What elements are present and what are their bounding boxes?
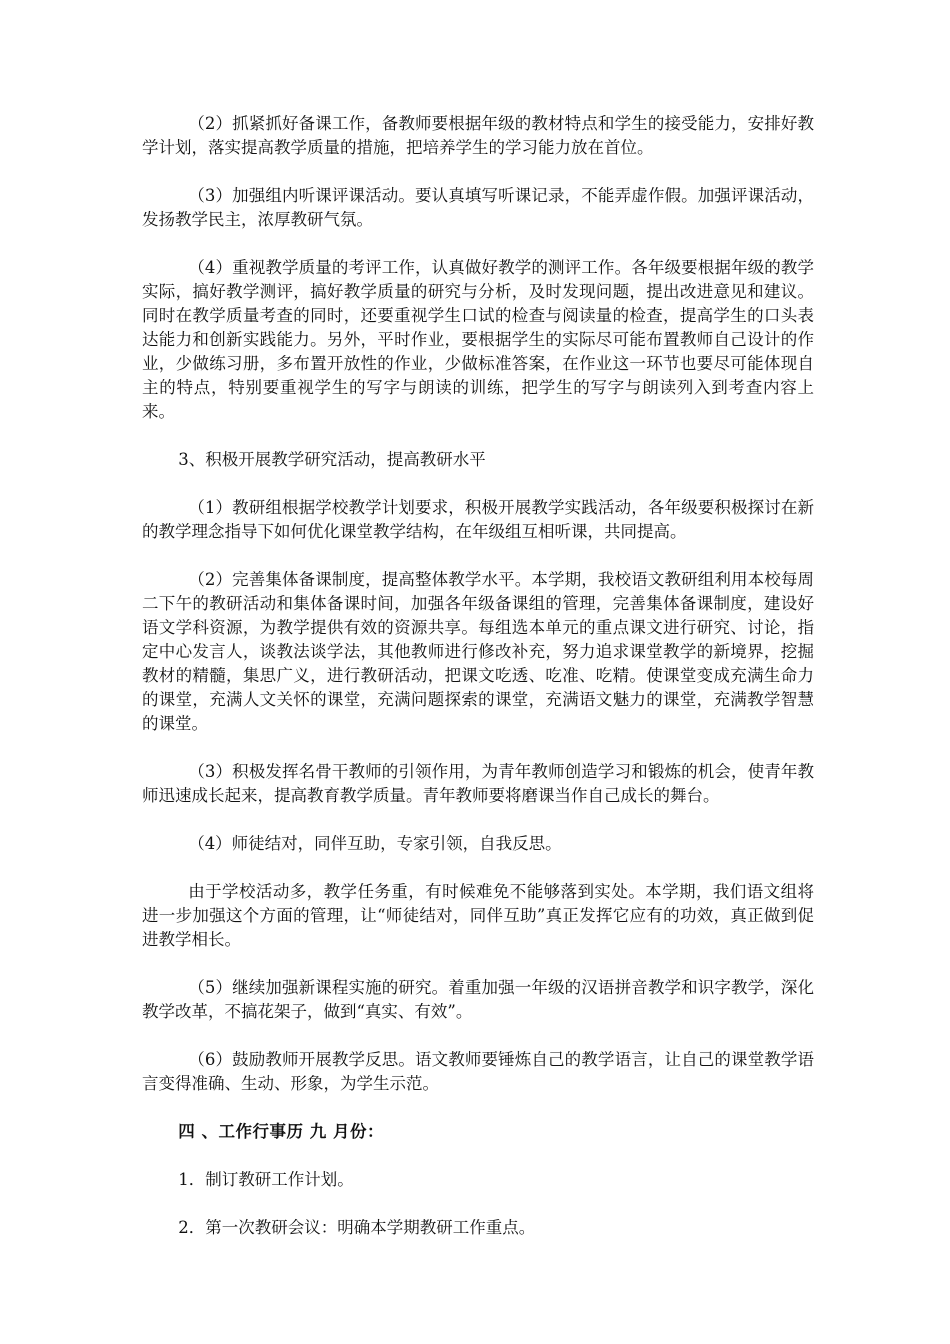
paragraph-new-curriculum: （5）继续加强新课程实施的研究。着重加强一年级的汉语拼音教学和识字教学，深化教学改革，不搞花架子，做到“真实、有效”。 [142,978,814,1021]
paragraph-mentorship: （4）师徒结对，同伴互助，专家引领，自我反思。 [188,834,562,853]
paragraph-teaching-reflection: （6）鼓励教师开展教学反思。语文教师要锤炼自己的教学语言，让自己的课堂教学语言变得准确、生动、形象，为学生示范。 [142,1050,814,1093]
paragraph-quality-evaluation: （4）重视教学质量的考评工作，认真做好教学的测评工作。各年级要根据年级的教学实际，搞好教学测评，搞好教学质量的研究与分析，及时发现问题，提出改进意见和建议。同时在教学质量考查的同时，还要重视学生口试的检查与阅读量的检查，提高学生的口头表达能力和创新实践能力。另外，平时作业，要根据学生的实际尽可能布置教师自己设计的作业，少做练习册，多布置开放性的作业，少做标准答案，在作业这一环节也要尽可能体现自主的特点，特别要重视学生的写字与朗读的训练，把学生的写字与朗读列入到考查内容上来。 [142,258,814,421]
section-heading-work-calendar: 四 、工作行事历 九 月份： [178,1122,385,1141]
list-item-first-meeting: 2．第一次教研会议：明确本学期教研工作重点。 [178,1218,536,1237]
paragraph-teaching-practice: （1）教研组根据学校教学计划要求，积极开展教学实践活动，各年级要积极探讨在新的教学理念指导下如何优化课堂教学结构，在年级组互相听课，共同提高。 [142,498,814,541]
section-heading-teaching-research: 3、积极开展教学研究活动，提高教研水平 [178,450,486,469]
document-page [142,112,814,1264]
paragraph-prepare-lessons: （2）抓紧抓好备课工作，备教师要根据年级的教材特点和学生的接受能力，安排好教学计划，落实提高教学质量的措施，把培养学生的学习能力放在首位。 [142,114,814,157]
paragraph-lesson-observation: （3）加强组内听课评课活动。要认真填写听课记录，不能弄虚作假。加强评课活动，发扬教学民主，浓厚教研气氛。 [142,186,814,229]
list-item-plan: 1．制订教研工作计划。 [178,1170,354,1189]
paragraph-collective-lesson-prep: （2）完善集体备课制度，提高整体教学水平。本学期，我校语文教研组利用本校每周二下午的教研活动和集体备课时间，加强各年级备课组的管理，完善集体备课制度，建设好语文学科资源，为教学提供有效的资源共享。每组选本单元的重点课文进行研究、讨论，指定中心发言人，谈教法谈学法，其他教师进行修改补充，努力追求课堂教学的新境界，挖掘教材的精髓，集思广义，进行教研活动，把课文吃透、吃准、吃精。使课堂变成充满生命力的课堂，充满人文关怀的课堂，充满问题探索的课堂，充满语文魅力的课堂，充满教学智慧的课堂。 [142,570,814,733]
paragraph-mentorship-detail: 由于学校活动多，教学任务重，有时候难免不能够落到实处。本学期，我们语文组将进一步加强这个方面的管理，让“师徒结对，同伴互助”真正发挥它应有的功效，真正做到促进教学相长。 [142,882,814,949]
paragraph-backbone-teachers: （3）积极发挥名骨干教师的引领作用，为青年教师创造学习和锻炼的机会，使青年教师迅速成长起来，提高教育教学质量。青年教师要将磨课当作自己成长的舞台。 [142,762,814,805]
